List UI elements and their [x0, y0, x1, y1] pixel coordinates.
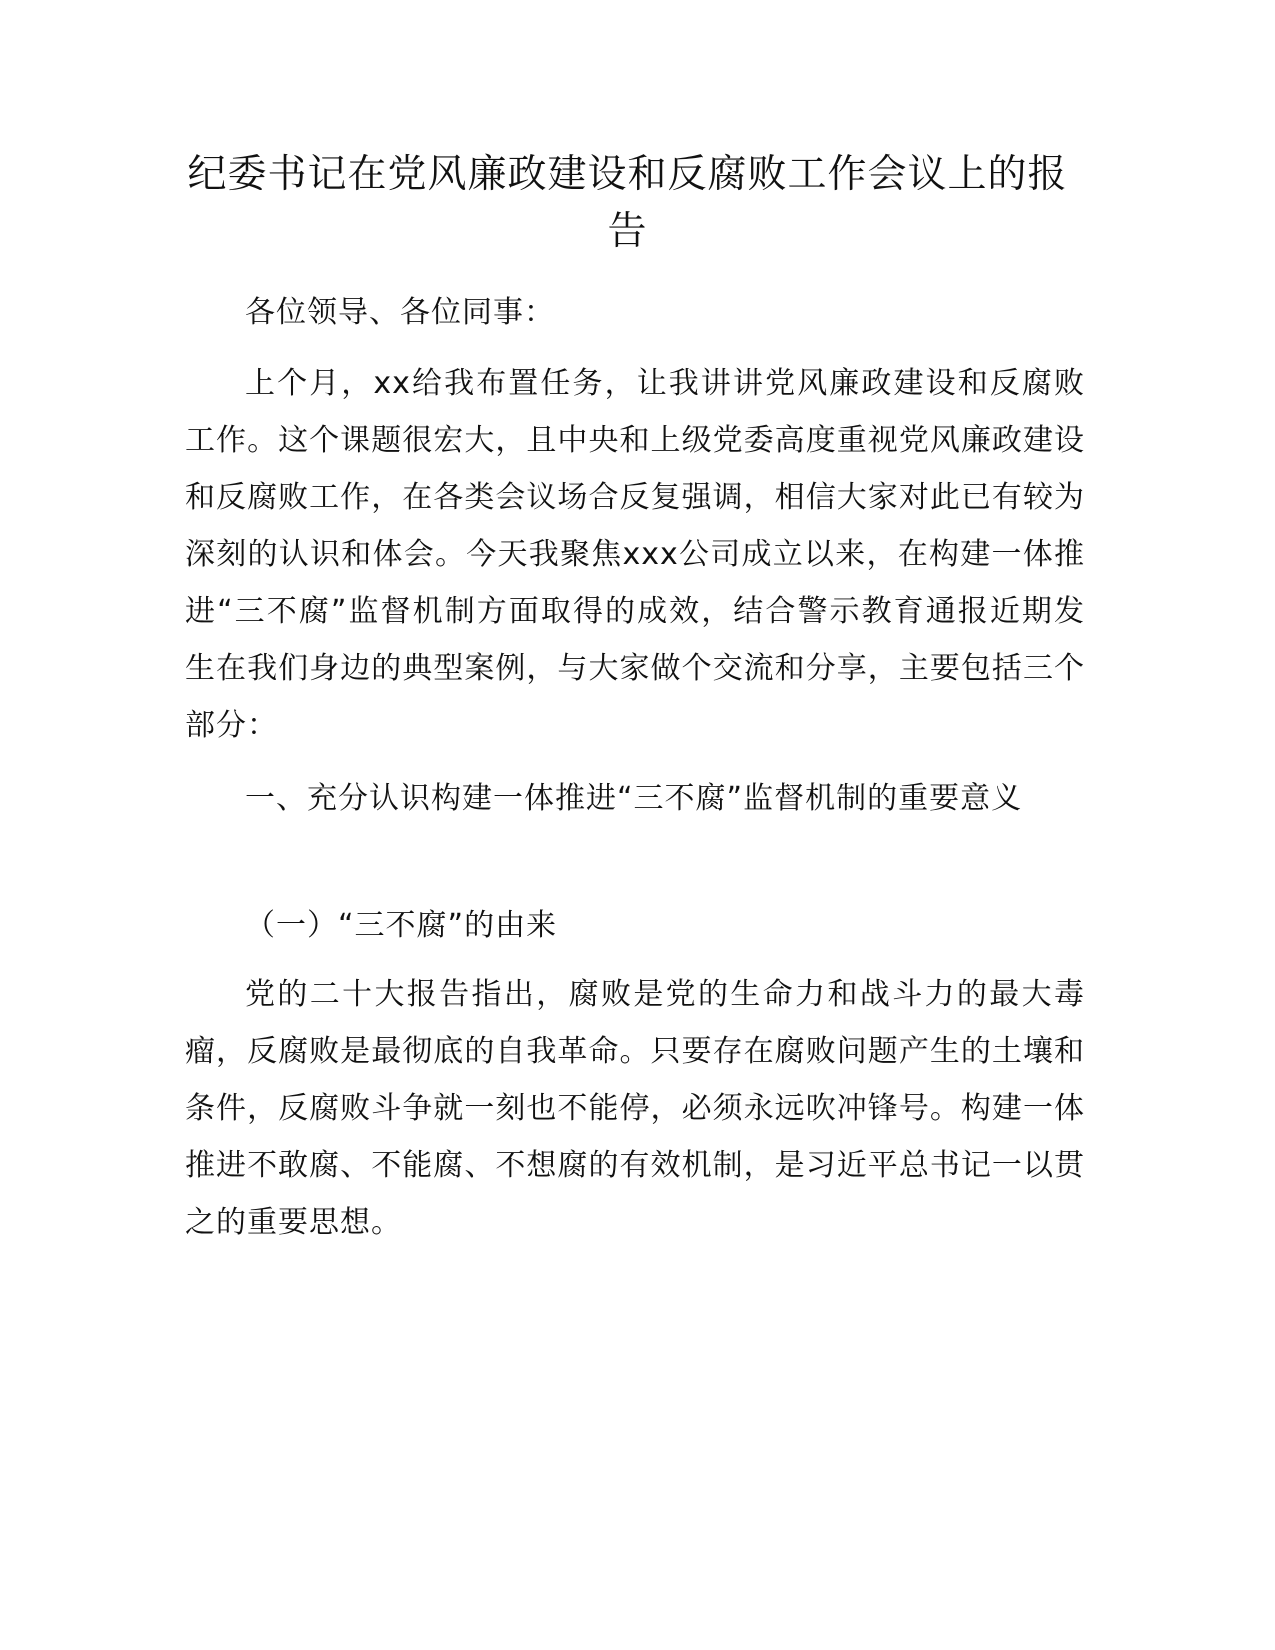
section-heading: 一、充分认识构建一体推进“三不腐”监督机制的重要意义 [245, 781, 1023, 816]
document-title: 纪委书记在党风廉政建设和反腐败工作会议上的报告 [187, 152, 1068, 254]
subsection-heading: （一）“三不腐”的由来 [245, 908, 558, 943]
intro-paragraph: 上个月，xx给我布置任务，让我讲讲党风廉政建设和反腐败工作。这个课题很宏大，且中央和上级党委高度重视党风廉政建设和反腐败工作，在各类会议场合反复强调，相信大家对此已有较为深刻的认识和体会。今天我聚焦xxx公司成立以来，在构建一体推进“三不腐”监督机制方面取得的成效，结合警示教育通报近期发生在我们身边的典型案例，与大家做个交流和分享，主要包括三个部分： [185, 366, 1085, 743]
body-paragraph: 党的二十大报告指出，腐败是党的生命力和战斗力的最大毒瘤，反腐败是最彻底的自我革命。只要存在腐败问题产生的土壤和条件，反腐败斗争就一刻也不能停，必须永远吹冲锋号。构建一体推进不敢腐、不能腐、不想腐的有效机制，是习近平总书记一以贯之的重要思想。 [185, 977, 1085, 1240]
salutation: 各位领导、各位同事： [245, 295, 555, 330]
